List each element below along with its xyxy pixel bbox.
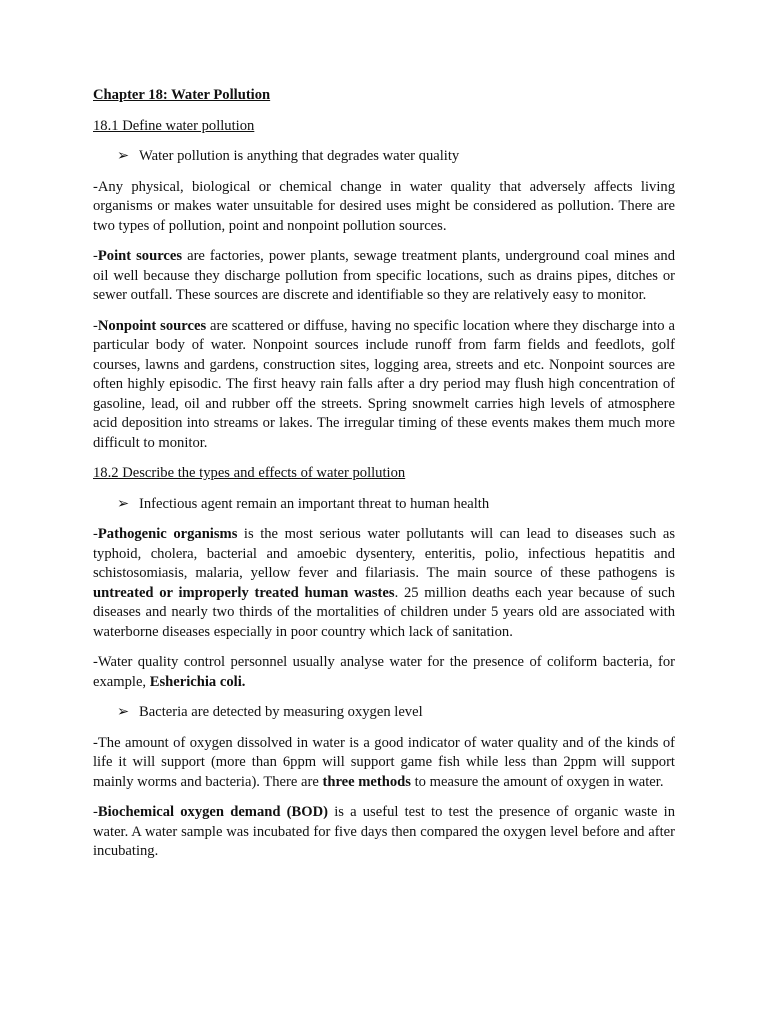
arrow-bullet-icon: ➢ bbox=[117, 704, 130, 720]
paragraph-text: -The amount of oxygen dissolved in water is a good indicator of water quality and of the kinds of life it will support (more than 6ppm will support game fish while less than 2ppm will support mainly worms and bacteria). There are bbox=[93, 734, 675, 790]
paragraph-coliform bbox=[93, 653, 675, 692]
paragraph-point-sources bbox=[93, 247, 675, 306]
paragraph-pollution-definition: -Any physical, biological or chemical change in water quality that adversely affects living organisms or makes water unsuitable for desired uses might be considered as pollution. There are two types of pollution, point and nonpoint pollution sources. bbox=[93, 178, 675, 234]
bullet-text: Bacteria are detected by measuring oxygen level bbox=[139, 704, 423, 720]
term-e-coli: Esherichia coli. bbox=[149, 673, 246, 690]
bullet-item bbox=[117, 703, 675, 723]
bullet-item bbox=[117, 495, 675, 515]
document-page bbox=[93, 86, 675, 873]
dash: - bbox=[93, 526, 98, 542]
dash: - bbox=[93, 804, 98, 820]
paragraph-text: is the most serious water pollutants will can lead to diseases such as typhoid, cholera, bacterial and amoebic dysentery, enteritis, polio, infectious hepatitis and schistosomiasis, malaria, yellow fever and filariasis. The main source of these pathogens is bbox=[93, 526, 675, 581]
paragraph-nonpoint-sources bbox=[93, 317, 675, 454]
term-pathogenic-organisms: Pathogenic organisms bbox=[97, 526, 238, 542]
arrow-bullet-icon: ➢ bbox=[117, 148, 130, 164]
arrow-bullet-icon: ➢ bbox=[117, 495, 130, 512]
dash: - bbox=[93, 317, 98, 334]
paragraph-text: -Water quality control personnel usually analyse water for the presence of coliform bacteria, for example, bbox=[93, 654, 675, 690]
term-three-methods: three methods bbox=[322, 773, 411, 790]
section-heading-18-1: 18.1 Define water pollution bbox=[93, 117, 255, 134]
paragraph-text: to measure the amount of oxygen in water. bbox=[410, 773, 664, 790]
chapter-title: Chapter 18: Water Pollution bbox=[93, 87, 271, 103]
bullet-text: Infectious agent remain an important threat to human health bbox=[139, 495, 490, 512]
paragraph-dissolved-oxygen bbox=[93, 734, 675, 793]
paragraph-text: are scattered or diffuse, having no specific location where they discharge into a particular body of water. Nonpoint sources include runoff from farm fields and feedlots, golf courses, lawns and gardens, construction sites, logging area, streets and etc. Nonpoint sources are often highly episodic. The first heavy rain falls after a dry period may flush high concentration of gasoline, lead, oil and rubber off the streets. Spring snowmelt carries high levels of atmosphere acid deposition into streams or lakes. The irregular timing of these events makes them much more difficult to monitor. bbox=[93, 317, 675, 451]
section-heading-18-2: 18.2 Describe the types and effects of water pollution bbox=[93, 465, 406, 481]
paragraph-pathogenic-organisms bbox=[93, 525, 675, 642]
bullet-item bbox=[117, 147, 675, 167]
bullet-text: Water pollution is anything that degrades water quality bbox=[139, 148, 460, 164]
paragraph-text: is a useful test to test the presence of organic waste in water. A water sample was incubated for five days then compared the oxygen level before and after incubating. bbox=[93, 804, 675, 859]
term-bod: Biochemical oxygen demand (BOD) bbox=[97, 804, 329, 820]
dash: - bbox=[93, 248, 98, 264]
paragraph-bod bbox=[93, 803, 675, 862]
paragraph-text: are factories, power plants, sewage treatment plants, underground coal mines and oil well because they discharge pollution from specific locations, such as drains pipes, ditches or sewer outfall. These sources are discrete and identifiable so they are relatively easy to monitor. bbox=[93, 248, 675, 303]
term-point-sources: Point sources bbox=[97, 248, 183, 264]
paragraph-text: . 25 million deaths each year because of such diseases and nearly two thirds of the mortalities of children under 5 years old are associated with waterborne diseases especially in poor country which lack of sanitation. bbox=[93, 584, 675, 640]
term-nonpoint-sources: Nonpoint sources bbox=[97, 317, 207, 334]
term-human-wastes: untreated or improperly treated human wastes bbox=[93, 584, 395, 601]
